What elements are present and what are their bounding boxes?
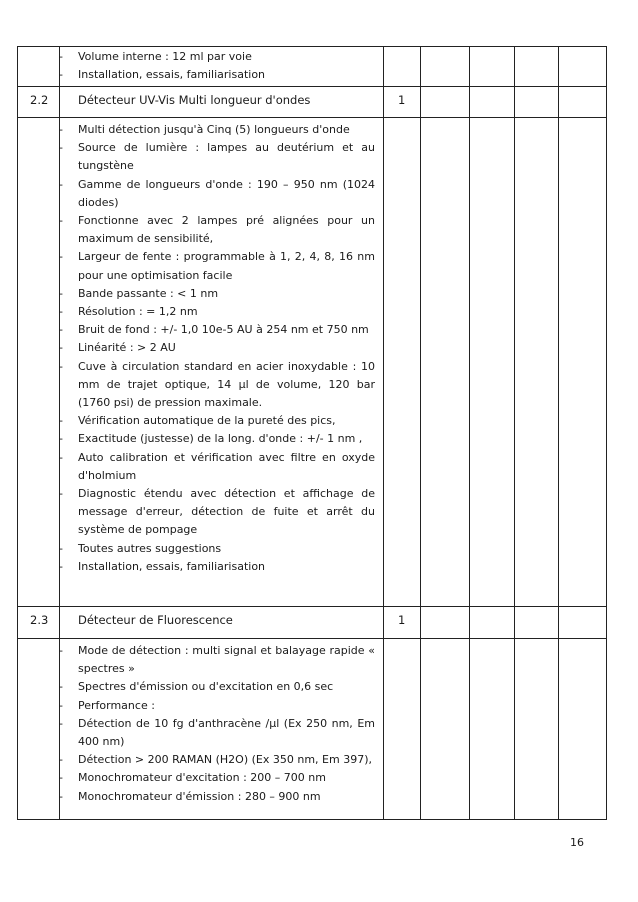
list-item: - Fonctionne avec 2 lampes pré alignées pour un maximum de sensibilité, <box>61 212 375 248</box>
row-divider-2-3-header <box>17 638 607 639</box>
item-list-uv-vis <box>61 121 375 576</box>
item-list-fluorescence <box>61 642 375 806</box>
list-item: - Exactitude (justesse) de la long. d'onde : +/- 1 nm , <box>61 430 375 448</box>
list-item: - Cuve à circulation standard en acier inoxydable : 10 mm de trajet optique, 14 µl de volume, 120 bar (1760 psi) de pression maximale. <box>61 358 375 413</box>
list-item: - Largeur de fente : programmable à 1, 2, 4, 8, 16 nm pour une optimisation facile <box>61 248 375 284</box>
list-item: - Installation, essais, familiarisation <box>61 558 375 576</box>
list-item: - Résolution : = 1,2 nm <box>61 303 375 321</box>
list-item: - Gamme de longueurs d'onde : 190 – 950 nm (1024 diodes) <box>61 176 375 212</box>
column-divider-description <box>383 46 384 820</box>
list-item: - Monochromateur d'émission : 280 – 900 nm <box>61 788 375 806</box>
page-number: 16 <box>570 836 584 849</box>
list-item: - Détection > 200 RAMAN (H2O) (Ex 350 nm, Em 397), <box>61 751 375 769</box>
table-border-right <box>606 46 607 820</box>
list-item: - Performance : <box>61 697 375 715</box>
item-list-continuation <box>61 48 375 84</box>
section-title: Détecteur UV-Vis Multi longueur d'ondes <box>78 93 311 107</box>
row-divider-2-3-top <box>17 606 607 607</box>
row-divider-2-2-top <box>17 86 607 87</box>
list-item: - Installation, essais, familiarisation <box>61 66 375 84</box>
table-border-top <box>17 46 607 47</box>
table-border-bottom <box>17 819 607 820</box>
row-divider-2-2-header <box>17 117 607 118</box>
column-divider-amount <box>514 46 515 820</box>
column-divider-price <box>469 46 470 820</box>
column-divider-extra <box>558 46 559 820</box>
list-item: - Linéarité : > 2 AU <box>61 339 375 357</box>
list-item: - Spectres d'émission ou d'excitation en 0,6 sec <box>61 678 375 696</box>
section-number: 2.2 <box>30 93 49 107</box>
section-number: 2.3 <box>30 613 49 627</box>
list-item: - Bruit de fond : +/- 1,0 10e-5 AU à 254 nm et 750 nm <box>61 321 375 339</box>
section-quantity: 1 <box>398 93 406 107</box>
list-item: - Monochromateur d'excitation : 200 – 700 nm <box>61 769 375 787</box>
list-item: - Vérification automatique de la pureté des pics, <box>61 412 375 430</box>
list-item: - Bande passante : < 1 nm <box>61 285 375 303</box>
table-border-left <box>17 46 18 820</box>
list-item: - Volume interne : 12 ml par voie <box>61 48 375 66</box>
list-item: - Toutes autres suggestions <box>61 540 375 558</box>
list-item: - Diagnostic étendu avec détection et affichage de message d'erreur, détection de fuite et arrêt du système de pompage <box>61 485 375 540</box>
column-divider-quantity <box>420 46 421 820</box>
list-item: - Multi détection jusqu'à Cinq (5) longueurs d'onde <box>61 121 375 139</box>
section-quantity: 1 <box>398 613 406 627</box>
list-item: - Mode de détection : multi signal et balayage rapide « spectres » <box>61 642 375 678</box>
list-item: - Détection de 10 fg d'anthracène /µl (Ex 250 nm, Em 400 nm) <box>61 715 375 751</box>
list-item: - Source de lumière : lampes au deutérium et au tungstène <box>61 139 375 175</box>
list-item: - Auto calibration et vérification avec filtre en oxyde d'holmium <box>61 449 375 485</box>
section-title: Détecteur de Fluorescence <box>78 613 233 627</box>
